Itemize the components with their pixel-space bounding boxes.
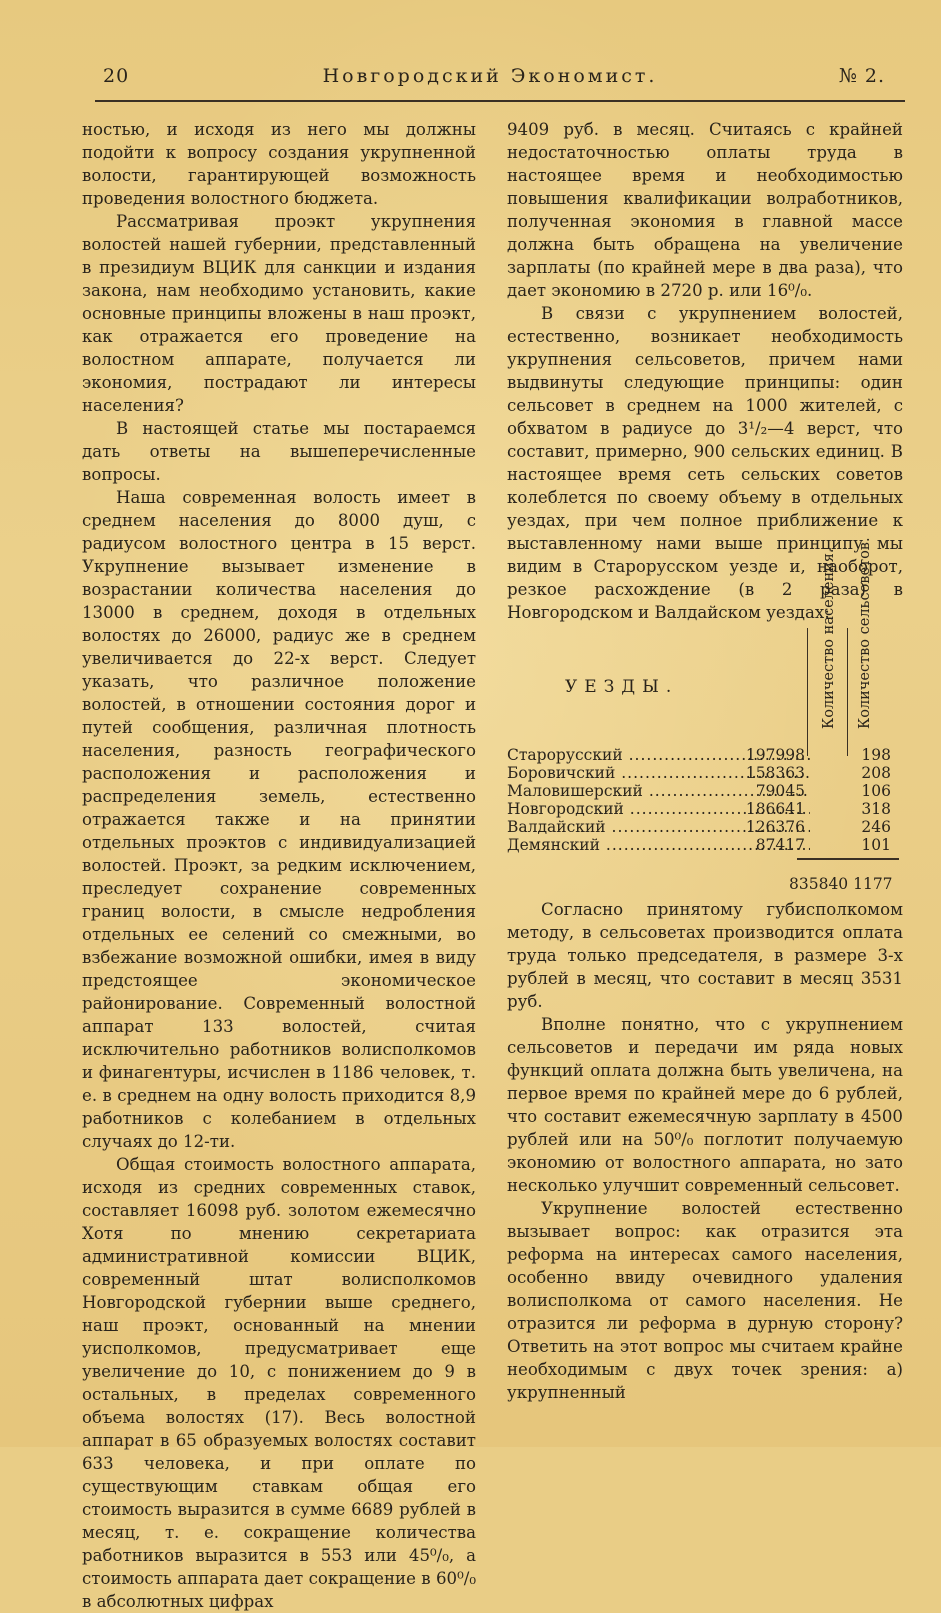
paragraph: Вполне понятно, что с укрупнением сельсоветов и передачи им ряда новых функций оплата должна быть увеличена, на первое время по крайней мере до 6 рублей, что составит ежемесячную зарплату в 4500 рублей или на 50⁰/₀ поглотит получаемую экономию от волостного аппарата, но зато несколько улучшит современный сельсовет. (507, 1015, 903, 1195)
column-divider (807, 628, 808, 756)
paragraph: Рассматривая проэкт укрупнения волостей нашей губернии, представленный в президиум ВЦИК для санкции и издания закона, нам необходимо установить, какие основные принципы вложены в наш проэкт, как отражается его проведение на волостном аппарате, получается ли экономия, пострадают ли интересы населения? (82, 212, 476, 415)
councils-value: 246 (861, 818, 891, 836)
table-row (507, 836, 903, 854)
paragraph: Наша современная волость имеет в среднем населения до 8000 душ, с радиусом волостного центра в 15 верст. Укрупнение вызывает изменение в возрастании количества населения до 13000 в среднем, доходя в отдельных волостях до 26000, радиус же в среднем увеличивается до 22-х верст. Следует указать, что различное положение волостей, в отношении состояния дорог и путей сообщения, различная плотность населения, разность географического расположения и расположения и распределения земель, естественно отражается также и на принятии отдельных проэктов с индивидуализацией волостей. Проэкт, за редким исключением, преследует сохранение современных границ волости, в смысле недробления отдельных ее селений со смежными, во взбежание возможной ошибки, имея в виду предстоящее экономическое районирование. Современный волостной аппарат 133 волостей, считая исключительно работников волисполкомов и финагентуры, исчислен в 1186 человек, т. е. в среднем на одну волость приходится 8,9 работников с колебанием в отдельных случаях до 12-ти. (82, 488, 476, 1151)
issue-number: № 2. (838, 65, 885, 87)
councils-value: 106 (861, 782, 891, 800)
councils-value: 198 (861, 746, 891, 764)
table-row (507, 782, 903, 800)
uezd-name: Новгородский ..... (507, 800, 810, 818)
councils-column-header: Количество сельсоветов. (857, 537, 873, 729)
councils-value: 318 (861, 800, 891, 818)
table-total: 835840 1177 (789, 875, 893, 893)
header-rule (95, 100, 905, 102)
running-header (95, 65, 885, 95)
uezd-table (507, 537, 903, 898)
table-row (507, 818, 903, 836)
uezd-name: Маловишерский ..... (507, 782, 810, 800)
right-column (507, 118, 903, 1404)
population-value: 197998 (745, 746, 805, 764)
uezd-name: Боровичский ..... (507, 764, 810, 782)
councils-value: 101 (861, 836, 891, 854)
population-value: 186641 (745, 800, 805, 818)
paragraph: Согласно принятому губисполкомом методу, в сельсоветах производится оплата труда только председателя, в размере 3-х рублей в месяц, что составит в месяц 3531 руб. (507, 900, 903, 1011)
paragraph: Укрупнение волостей естественно вызывает вопрос: как отразится эта реформа на интересах самого населения, особенно ввиду очевидного удаления волисполкома от самого населения. Не отразится ли реформа в дурную сторону? Ответить на этот вопрос мы считаем крайне необходимым с двух точек зрения: а) укрупненный (507, 1199, 903, 1402)
councils-value: 208 (861, 764, 891, 782)
table-heading: УЕЗДЫ. (565, 677, 679, 697)
table-row (507, 800, 903, 818)
paragraph: ностью, и исходя из него мы должны подойти к вопросу создания укрупненной волости, гарантирующей возможность проведения волостного бюджета. (82, 120, 476, 208)
paragraph: 9409 руб. в месяц. Считаясь с крайней недостаточностью оплаты труда в настоящее время и необходимостью повышения квалификации волработников, полученная экономия в главной массе должна быть обращена на увеличение зарплаты (по крайней мере в два раза), что дает экономию в 2720 р. или 16⁰/₀. (507, 120, 903, 300)
column-divider (847, 628, 848, 756)
uezd-name: Старорусский ..... (507, 746, 810, 764)
uezd-name: Демянский ..... (507, 836, 810, 854)
population-value: 126376 (745, 818, 805, 836)
table-rows (507, 746, 903, 854)
paragraph: Общая стоимость волостного аппарата, исходя из средних современных ставок, составляет 16098 руб. золотом ежемесячно Хотя по мнению секретариата административной комиссии ВЦИК, современный штат волисполкомов Новгородской губернии выше среднего, наш проэкт, основанный на мнении уисполкомов, предусматривает еще увеличение до 10, с понижением до 9 в остальных, в пределах современного объема волостях (17). Весь волостной аппарат в 65 образуемых волостях составит 633 человека, и при оплате по существующим ставкам общая его стоимость выразится в сумме 6689 рублей в месяц, т. е. сокращение количества работников выразится в 553 или 45⁰/₀, а стоимость аппарата дает сокращение в 60⁰/₀ в абсолютных цифрах (82, 1155, 476, 1611)
population-value: 79045 (755, 782, 805, 800)
table-row (507, 746, 903, 764)
total-rule (797, 858, 899, 860)
population-column-header: Количество населения. (821, 548, 837, 729)
paragraph: В настоящей статье мы постараемся дать ответы на вышеперечисленные вопросы. (82, 419, 476, 484)
journal-title: Новгородский Экономист. (322, 65, 658, 87)
table-row (507, 764, 903, 782)
page-number: 20 (103, 65, 130, 87)
population-value: 158363 (745, 764, 805, 782)
left-column (82, 118, 476, 1613)
paragraph: В связи с укрупнением волостей, естественно, возникает необходимость укрупнения сельсоветов, причем нами выдвинуты следующие принципы: один сельсовет в среднем на 1000 жителей, с обхватом в радиусе до 3¹/₂—4 верст, что составит, примерно, 900 сельских единиц. В настоящее время сеть сельских советов колеблется по своему объему в отдельных уездах, при чем полное приближение к выставленному нами выше принципу мы видим в Старорусском уезде и, наоборот, резкое расхождение (в 2 раза) в Новгородском и Валдайском уездах: (507, 304, 903, 622)
uezd-name: Валдайский ..... (507, 818, 810, 836)
population-value: 87417 (755, 836, 805, 854)
